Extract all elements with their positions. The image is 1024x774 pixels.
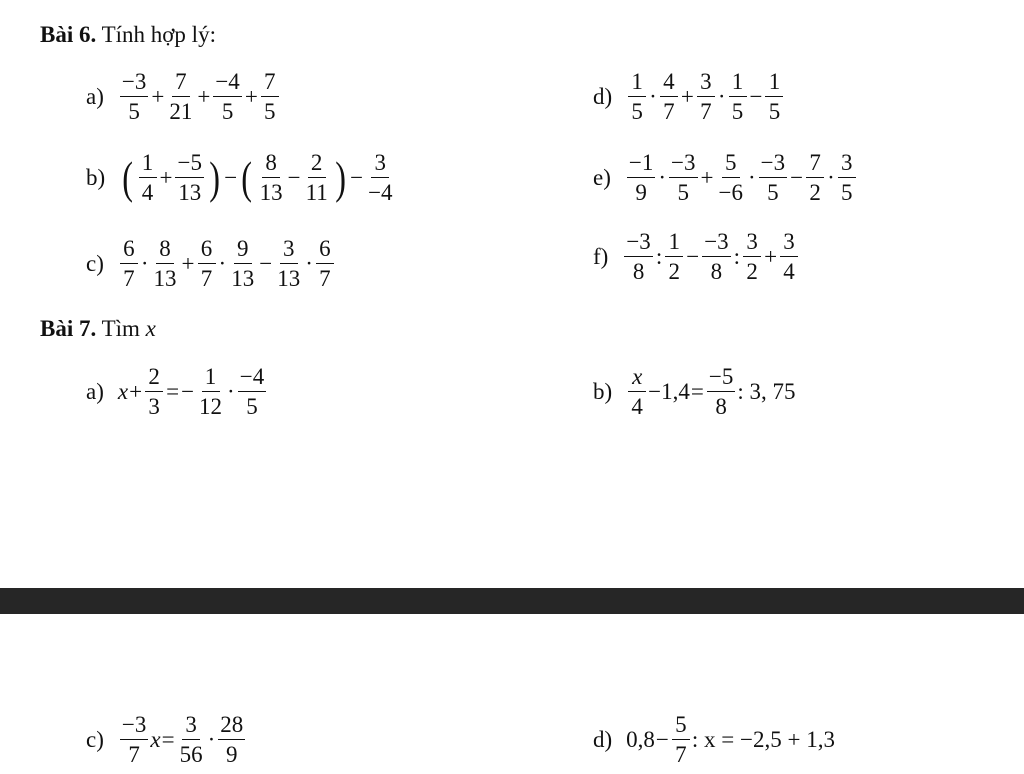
expression (626, 365, 795, 418)
fraction: $\frac{7}{2}$ (806, 151, 824, 204)
fraction: $\frac{3}{5}$ (838, 151, 856, 204)
item-label: c) (86, 250, 104, 276)
fraction: $\frac{3}{-4}$ (368, 150, 393, 205)
exercise-6-number: Bài 6. (40, 22, 97, 47)
expression (625, 151, 858, 204)
fraction: $\frac{1}{5}$ (729, 70, 747, 123)
expression (626, 70, 785, 123)
operator: = (690, 378, 704, 404)
fraction: $\frac{-4}{5}$ (239, 364, 265, 419)
operator: + (181, 250, 195, 276)
exercise-7-item-a (86, 365, 268, 418)
operator: + (700, 164, 714, 190)
exercise-7-heading (40, 316, 156, 342)
expression (626, 713, 835, 766)
fraction: $\frac{6}{7}$ (198, 237, 216, 290)
fraction: $\frac{5}{7}$ (672, 713, 690, 766)
item-label: a) (86, 83, 104, 109)
fraction: $\frac{28}{9}$ (220, 712, 244, 767)
fraction: $\frac{9}{13}$ (231, 236, 255, 291)
exercise-6-title: Tính hợp lý: (101, 22, 216, 47)
fraction: $\frac{2}{11}$ (305, 150, 328, 205)
fraction: $\frac{8}{13}$ (259, 150, 283, 205)
item-label: a) (86, 378, 104, 404)
fraction: $\frac{5}{-6}$ (718, 150, 743, 205)
term: 0,8 (626, 726, 655, 752)
fraction: $\frac{-3}{5}$ (671, 150, 696, 205)
operator: · (140, 250, 149, 276)
operator: · (218, 250, 227, 276)
divider-bar (0, 588, 1024, 614)
operator: · (227, 378, 235, 404)
fraction: $\frac{-3}{5}$ (121, 69, 147, 124)
expression (119, 151, 396, 204)
item-label: d) (593, 83, 613, 109)
operator: = (166, 378, 180, 404)
paren: ) (335, 151, 346, 203)
operator: − (749, 83, 763, 109)
operator: − (181, 378, 195, 404)
operator: : (733, 243, 741, 269)
variable: x (117, 378, 129, 404)
item-label: e) (593, 164, 611, 190)
operator: + (151, 83, 165, 109)
term: : x = −2,5 + 1,3 (691, 726, 835, 752)
operator: − (686, 243, 700, 269)
term: : 3, 75 (737, 378, 796, 404)
item-label: f) (593, 243, 609, 269)
item-label: c) (86, 726, 104, 752)
exercise-6-item-c (86, 237, 336, 290)
paren: ( (241, 151, 253, 203)
fraction: $\frac{1}{5}$ (628, 70, 646, 123)
exercise-6-heading (40, 22, 216, 48)
operator: − (224, 164, 238, 190)
exercise-7-variable: x (145, 316, 156, 341)
fraction: $\frac{3}{4}$ (780, 230, 798, 283)
operator: · (717, 83, 726, 109)
paren: ( (122, 151, 134, 203)
operator: − (790, 164, 804, 190)
fraction: $\frac{8}{13}$ (153, 236, 177, 291)
fraction: $\frac{1}{2}$ (665, 230, 683, 283)
fraction: $\frac{-1}{9}$ (628, 150, 654, 205)
term: −1,4 (648, 378, 690, 404)
expression (118, 365, 268, 418)
expression (118, 237, 336, 290)
item-label: b) (593, 378, 613, 404)
fraction: $\frac{1}{12}$ (199, 364, 223, 419)
fraction: $\frac{-3}{5}$ (760, 150, 786, 205)
fraction: $\frac{3}{2}$ (743, 230, 761, 283)
exercise-7-item-b (593, 365, 796, 418)
operator: − (655, 726, 669, 752)
expression (118, 70, 281, 123)
exercise-7-title: Tìm (101, 316, 140, 341)
operator: = (161, 726, 175, 752)
fraction: $\frac{4}{7}$ (660, 70, 678, 123)
fraction: $\frac{1}{4}$ (139, 151, 157, 204)
fraction: $\frac{3}{7}$ (697, 70, 715, 123)
fraction: $\frac{-4}{5}$ (215, 69, 240, 124)
fraction: $\frac{x}{4}$ (628, 365, 646, 418)
fraction: $\frac{6}{7}$ (316, 237, 334, 290)
exercise-6-item-b (86, 151, 397, 204)
fraction: $\frac{1}{5}$ (765, 70, 783, 123)
fraction: $\frac{-5}{8}$ (708, 364, 734, 419)
operator: + (244, 83, 258, 109)
operator: · (827, 164, 835, 190)
operator: − (287, 164, 301, 190)
expression (118, 713, 247, 766)
fraction: $\frac{-3}{7}$ (121, 712, 147, 767)
operator: + (159, 164, 173, 190)
exercise-6-item-a (86, 70, 281, 123)
fraction: $\frac{2}{3}$ (145, 365, 163, 418)
exercise-6-item-e (593, 151, 858, 204)
fraction: $\frac{-3}{8}$ (626, 229, 651, 284)
expression (622, 230, 800, 283)
exercise-6-item-f (593, 230, 800, 283)
operator: + (680, 83, 694, 109)
operator: · (207, 726, 216, 752)
variable: x (150, 726, 161, 752)
operator: · (649, 83, 657, 109)
operator: + (764, 243, 778, 269)
exercise-6-item-d (593, 70, 785, 123)
item-label: d) (593, 726, 613, 752)
operator: · (747, 164, 756, 190)
exercise-7-number: Bài 7. (40, 316, 97, 341)
operator: : (655, 243, 663, 269)
paren: ) (209, 151, 220, 203)
fraction: $\frac{6}{7}$ (120, 237, 138, 290)
fraction: $\frac{3}{56}$ (179, 712, 203, 767)
exercise-7-item-c (86, 713, 247, 766)
fraction: $\frac{3}{13}$ (277, 236, 301, 291)
operator: − (350, 164, 364, 190)
fraction: $\frac{-3}{8}$ (704, 229, 729, 284)
exercise-7-item-d (593, 713, 835, 766)
item-label: b) (86, 164, 106, 190)
fraction: $\frac{-5}{13}$ (177, 150, 202, 205)
operator: + (129, 378, 143, 404)
fraction: $\frac{7}{21}$ (169, 69, 193, 124)
operator: · (658, 164, 667, 190)
operator: − (259, 250, 273, 276)
operator: · (305, 250, 313, 276)
operator: + (197, 83, 211, 109)
fraction: $\frac{7}{5}$ (261, 70, 279, 123)
